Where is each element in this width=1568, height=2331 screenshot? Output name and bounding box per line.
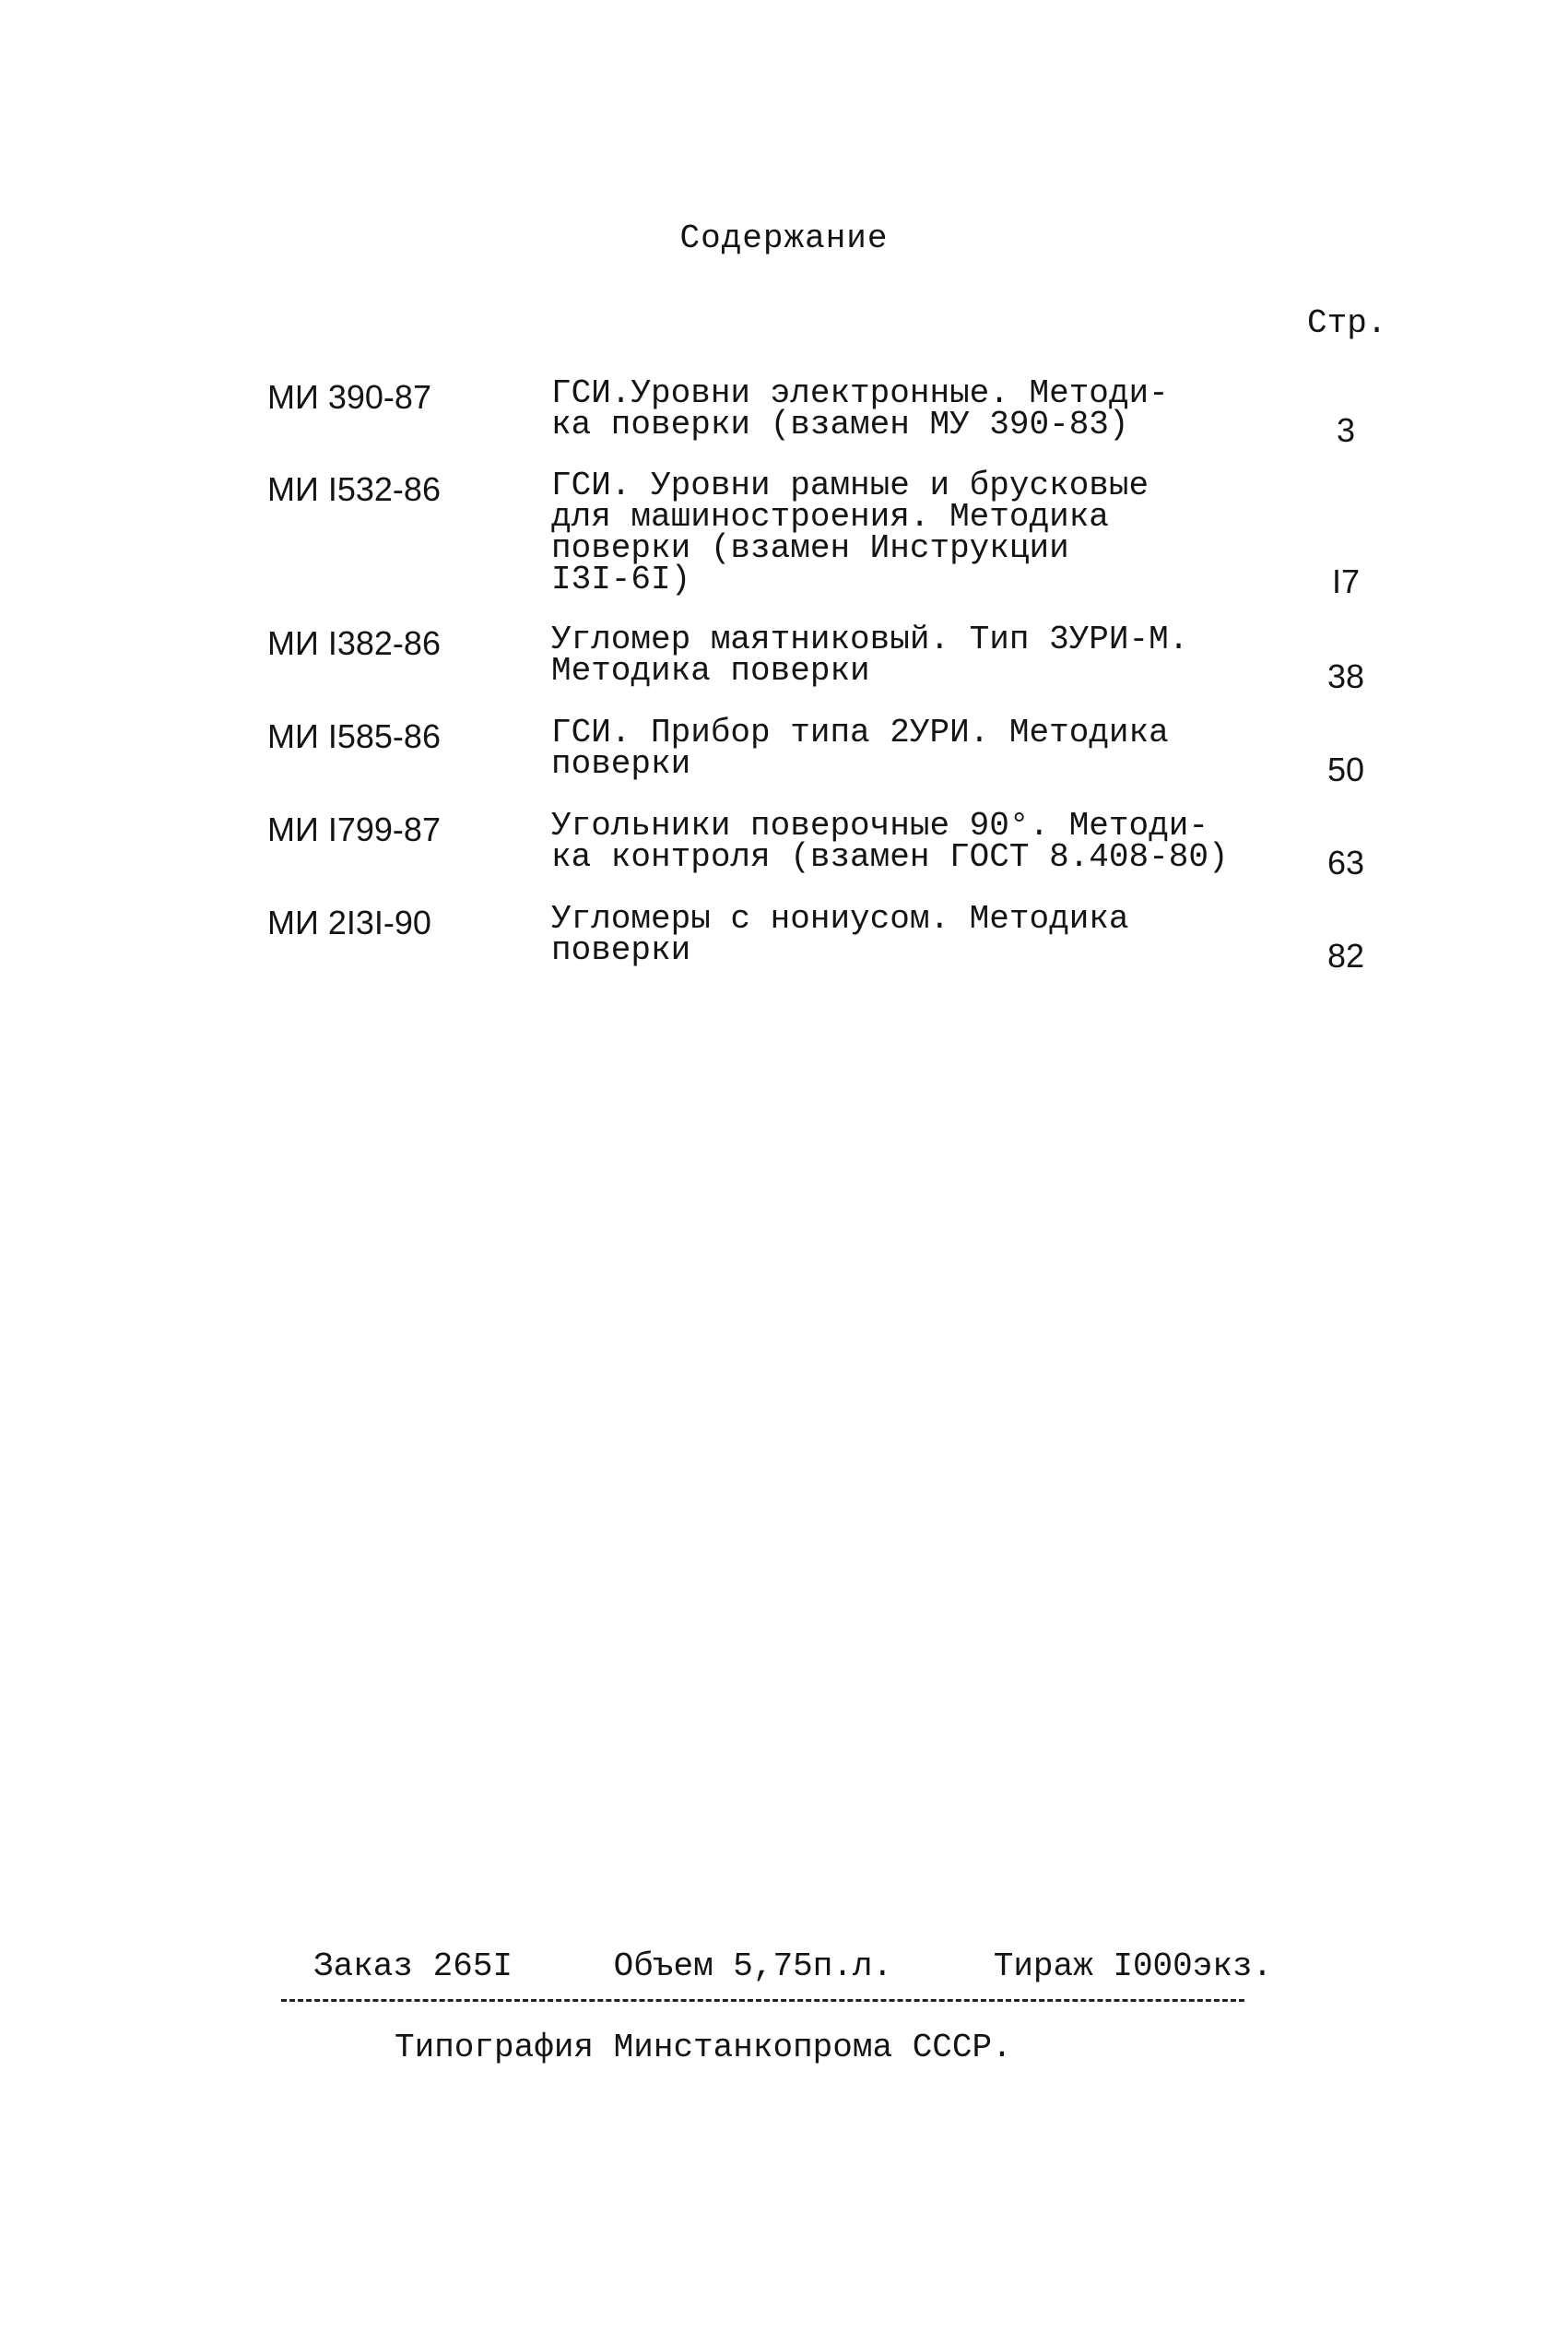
entry-page-number: 3 [1336,411,1356,449]
entry-code: МИ 2I3I-90 [267,904,431,941]
entry-description-line: ка контроля (взамен ГОСТ 8.408-80) [551,838,1229,876]
print-run: Тираж I000экз. [993,1947,1273,1985]
entry-description [551,807,1252,876]
page-column-header: Стр. [1307,304,1387,342]
entry-description-line: I3I-6I) [551,561,691,598]
entry-code: МИ 390-87 [267,378,431,416]
page-title: Содержание [679,219,889,257]
printer-name: Типография Минстанкопрома СССР. [395,2029,1012,2066]
entry-description [551,900,1252,969]
entry-description [551,374,1252,444]
volume-info: Объем 5,75п.л. [613,1947,893,1985]
entry-code: МИ I382-86 [267,624,441,662]
entry-description-line: ГСИ. Уровни рамные и брусковые [551,467,1149,504]
entry-page-number: 63 [1326,844,1365,882]
entry-description-line: для машиностроения. Методика [551,498,1109,536]
entry-page-number: 38 [1326,657,1365,695]
imprint-line [313,1947,1272,1985]
entry-description-line: поверки [551,931,691,969]
entry-description-line: ГСИ. Прибор типа 2УРИ. Методика [551,714,1169,751]
entry-description [551,714,1252,783]
entry-description-line: ка поверки (взамен МУ 390-83) [551,406,1129,444]
entry-description [551,467,1252,598]
entry-page-number: I7 [1331,562,1361,600]
entry-code: МИ I585-86 [267,717,441,755]
dashed-divider [281,1999,1244,2002]
entry-description [551,621,1252,690]
entry-page-number: 82 [1326,937,1365,975]
entry-description-line: Угломер маятниковый. Тип 3УРИ-М. [551,621,1189,658]
entry-description-line: Методика поверки [551,652,870,690]
entry-page-number: 50 [1326,751,1365,788]
entry-description-line: поверки [551,745,691,783]
entry-description-line: поверки (взамен Инструкции [551,529,1069,567]
entry-description-line: ГСИ.Уровни электронные. Методи- [551,374,1169,412]
entry-code: МИ I799-87 [267,811,441,848]
entry-code: МИ I532-86 [267,470,441,508]
entry-description-line: Угломеры с нониусом. Методика [551,900,1129,938]
order-number: Заказ 265I [313,1947,513,1985]
entry-description-line: Угольники поверочные 90°. Методи- [551,807,1208,845]
